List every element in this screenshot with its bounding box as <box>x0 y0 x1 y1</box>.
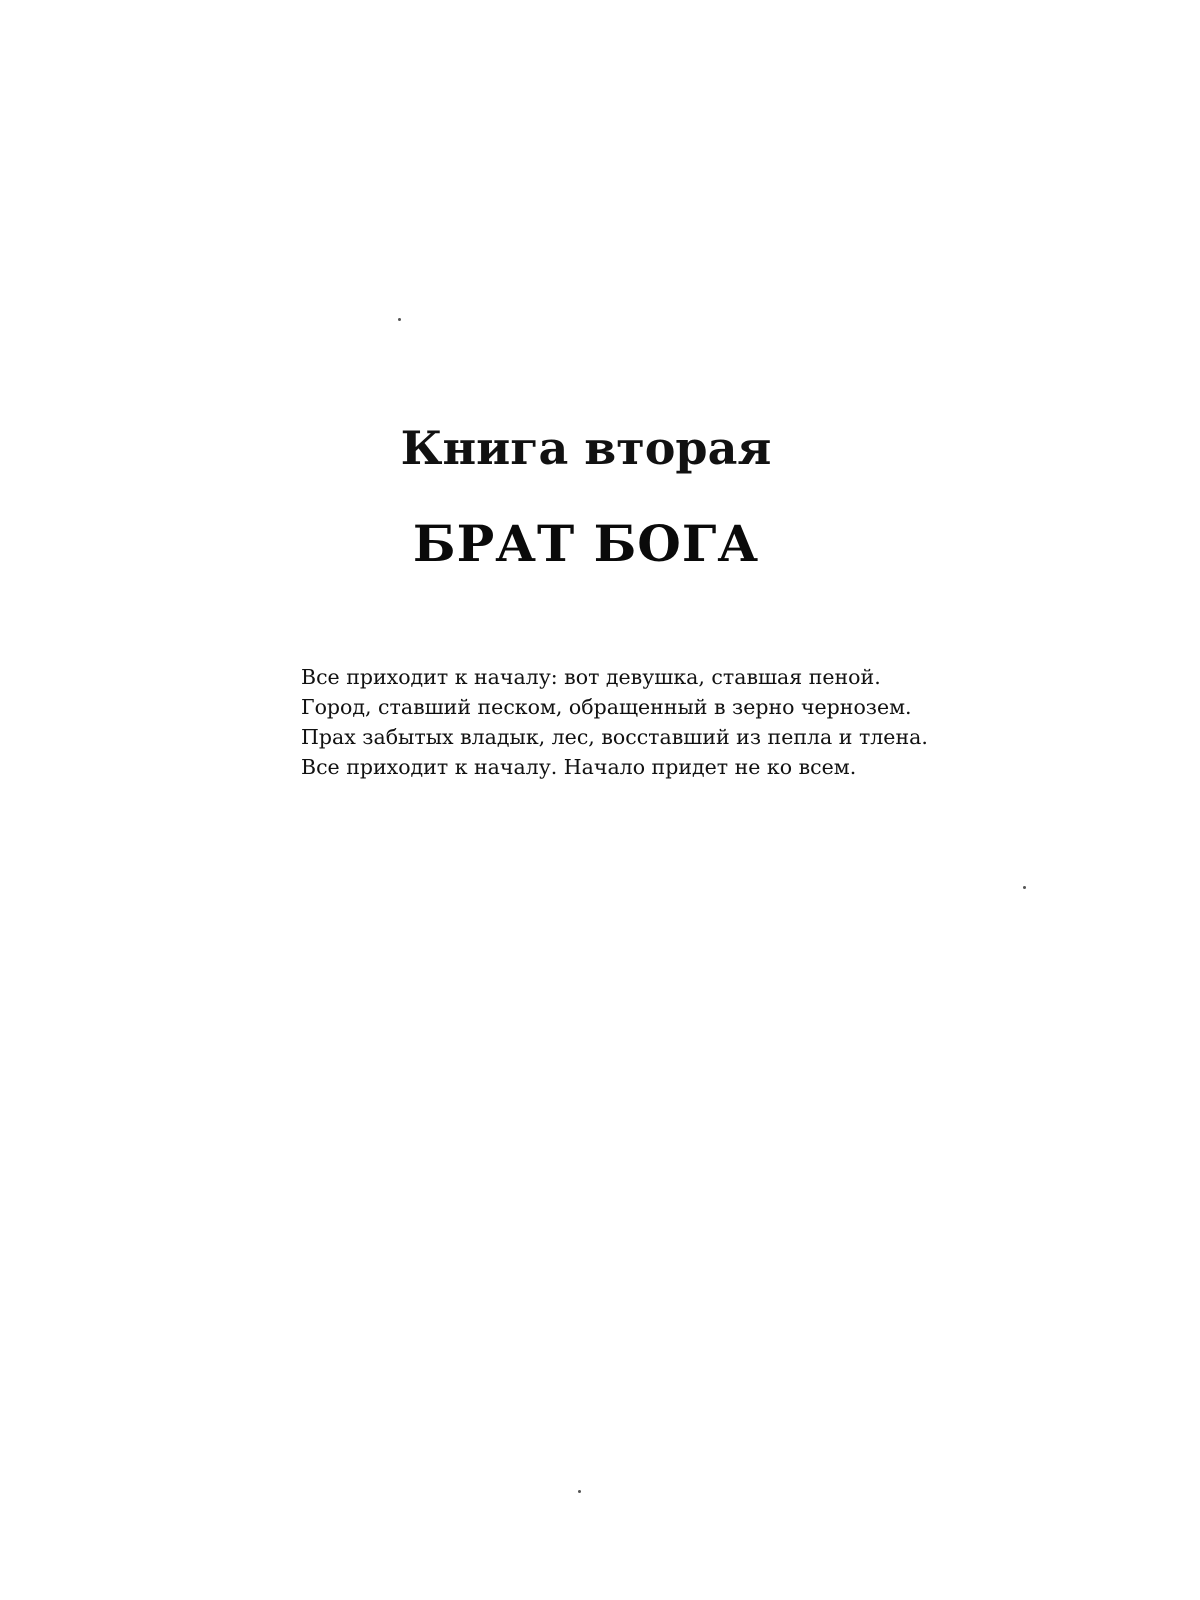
epigraph <box>301 662 1021 782</box>
book-title: БРАТ БОГА <box>412 514 760 573</box>
epigraph-line: Все приходит к началу. Начало придет не ко всем. <box>301 755 857 779</box>
epigraph-line: Все приходит к началу: вот девушка, ставшая пеной. <box>301 665 881 689</box>
epigraph-line: Прах забытых владык, лес, восставший из пепла и тлена. <box>301 725 928 749</box>
scan-speck <box>398 318 401 321</box>
scan-speck <box>578 1490 581 1493</box>
epigraph-line: Город, ставший песком, обращенный в зерно чернозем. <box>301 695 912 719</box>
book-part-label: Книга вторая <box>400 421 772 475</box>
scan-speck <box>1023 886 1026 889</box>
